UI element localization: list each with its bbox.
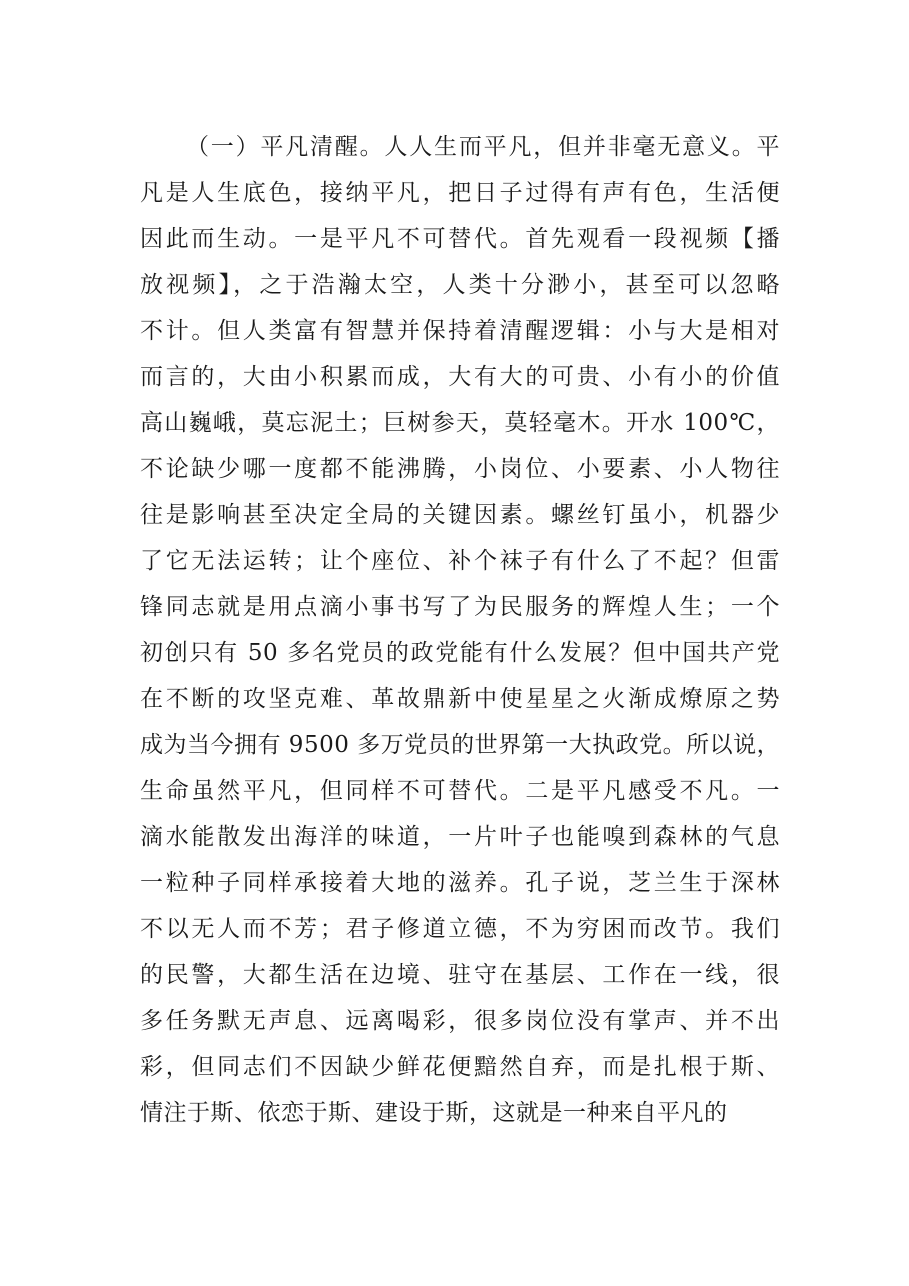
text-line: 在不断的攻坚克难、革故鼎新中使星星之火渐成燎原之势: [140, 686, 780, 712]
text-line: 往是影响甚至决定全局的关键因素。螺丝钉虽小，机器少: [140, 502, 780, 528]
text-line: 放视频】，之于浩瀚太空，人类十分渺小，甚至可以忽略: [140, 272, 780, 298]
text-line: 的民警，大都生活在边境、驻守在基层、工作在一线，很: [140, 962, 780, 988]
text-line: 不论缺少哪一度都不能沸腾，小岗位、小要素、小人物往: [140, 456, 780, 482]
text-line: 初创只有 50 多名党员的政党能有什么发展？但中国共产党: [140, 640, 780, 666]
text-line: 彩，但同志们不因缺少鲜花便黯然自弃，而是扎根于斯、: [140, 1054, 780, 1080]
text-line: （一）平凡清醒。人人生而平凡，但并非毫无意义。平: [186, 134, 780, 160]
text-line: 一粒种子同样承接着大地的滋养。孔子说，芝兰生于深林: [140, 870, 780, 896]
text-line: 生命虽然平凡，但同样不可替代。二是平凡感受不凡。一: [140, 778, 780, 804]
text-line: 锋同志就是用点滴小事书写了为民服务的辉煌人生；一个: [140, 594, 780, 620]
text-line: 滴水能散发出海洋的味道，一片叶子也能嗅到森林的气息: [140, 824, 780, 850]
text-line: 因此而生动。一是平凡不可替代。首先观看一段视频【播: [140, 226, 780, 252]
text-line: 不以无人而不芳；君子修道立德，不为穷困而改节。我们: [140, 916, 780, 942]
text-line: 成为当今拥有 9500 多万党员的世界第一大执政党。所以说，: [140, 732, 781, 758]
text-line: 了它无法运转；让个座位、补个袜子有什么了不起？但雷: [140, 548, 780, 574]
text-line: 而言的，大由小积累而成，大有大的可贵、小有小的价值: [140, 364, 780, 390]
body-paragraph: [140, 124, 780, 1136]
text-line: 不计。但人类富有智慧并保持着清醒逻辑：小与大是相对: [140, 318, 780, 344]
text-line: 凡是人生底色，接纳平凡，把日子过得有声有色，生活便: [140, 180, 780, 206]
text-line: 情注于斯、依恋于斯、建设于斯，这就是一种来自平凡的: [140, 1100, 728, 1126]
text-line: 高山巍峨，莫忘泥土；巨树参天，莫轻毫木。开水 100℃，: [140, 410, 780, 436]
text-line: 多任务默无声息、远离喝彩，很多岗位没有掌声、并不出: [140, 1008, 780, 1034]
